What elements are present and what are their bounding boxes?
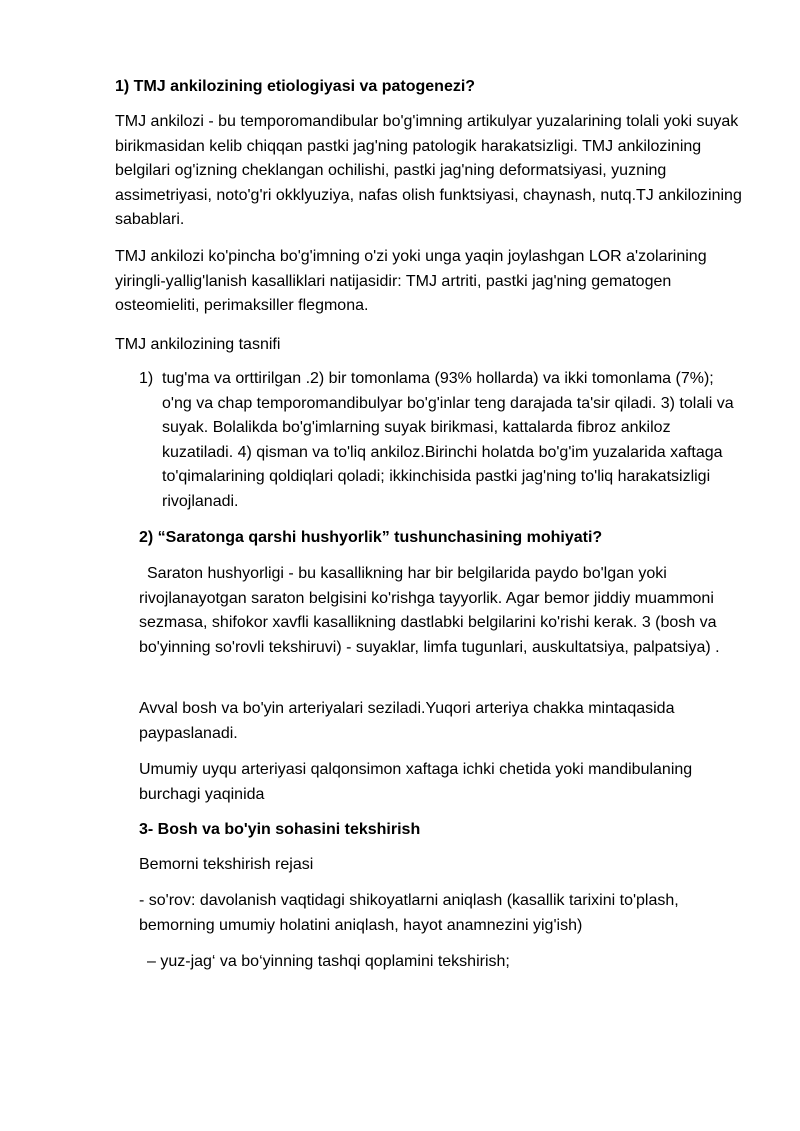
paragraph-tmj-causes: TMJ ankilozi ko'pincha bo'g'imning o'zi yoki unga yaqin joylashgan LOR a'zolarining yiringli-yallig'lanish kasalliklari natijasidir: TMJ artriti, pastki jag'ning gematogen osteomieliti, perimaksiller flegmona.	[115, 248, 707, 314]
heading-tmj-etiology: 1) TMJ ankilozining etiologiyasi va patogenezi?	[115, 78, 476, 95]
heading-head-neck-exam: 3- Bosh va bo'yin sohasini tekshirish	[139, 821, 421, 838]
paragraph-cancer-vigilance: Saraton hushyorligi - bu kasallikning har bir belgilarida paydo bo'lgan yoki rivojlanayotgan saraton belgisini ko'rishga tayyorlik. Agar bemor jiddiy muammoni sezmasa, shifokor xavfli kasallikning dastlabki belgilarini ko'rishi kerak. 3 (bosh va bo'yinning so'rovli tekshiruvi) - suyaklar, limfa tugunlari, auskultatsiya, palpatsiya) .	[139, 565, 720, 656]
heading-cancer-vigilance: 2) “Saratonga qarshi hushyorlik” tushunchasining mohiyati?	[139, 529, 603, 546]
list-item-text: tug'ma va orttirilgan .2) bir tomonlama (93% hollarda) va ikki tomonlama (7%); o'ng va chap temporomandibulyar bo'g'inlar teng darajada ta'sir qiladi. 3) tolali va suyak. Bolalikda bo'g'imlarning suyak birikmasi, kattalarda fibroz ankiloz kuzatiladi. 4) qisman va to'liq ankiloz.Birinchi holatda bo'g'im yuzalarida xaftaga to'qimalarining qoldiqlari qoladi; ikkinchisida pastki jag'ning to'liq harakatsizligi rivojlanadi.	[162, 370, 734, 510]
list-item-number: 1)	[139, 370, 154, 387]
paragraph-tmj-definition: TMJ ankilozi - bu temporomandibular bo'g'imning artikulyar yuzalarining tolali yoki suyak birikmasidan kelib chiqqan pastki jag'ning patologik harakatsizligi. TMJ ankilozining belgilari og'izning cheklangan ochilishi, pastki jag'ning deformatsiyasi, yuzning assimetriyasi, noto'g'ri okklyuziya, nafas olish funktsiyasi, chaynash, nutq.TJ ankilozining sabablari.	[115, 113, 742, 228]
paragraph-external-exam: – yuz-jag‘ va bo‘yinning tashqi qoplamini tekshirish;	[147, 953, 510, 970]
list-item-classification	[139, 367, 744, 514]
paragraph-classification-title: TMJ ankilozining tasnifi	[115, 336, 281, 353]
paragraph-arteries-palpation: Avval bosh va bo'yin arteriyalari seziladi.Yuqori arteriya chakka mintaqasida paypaslanadi.	[139, 700, 675, 742]
paragraph-carotid-artery: Umumiy uyqu arteriyasi qalqonsimon xaftaga ichki chetida yoki mandibulaning burchagi yaqinida	[139, 761, 693, 803]
paragraph-interview: - so'rov: davolanish vaqtidagi shikoyatlarni aniqlash (kasallik tarixini to'plash, bemorning umumiy holatini aniqlash, hayot anamnezini yig'ish)	[139, 892, 679, 934]
paragraph-exam-plan: Bemorni tekshirish rejasi	[139, 856, 314, 873]
